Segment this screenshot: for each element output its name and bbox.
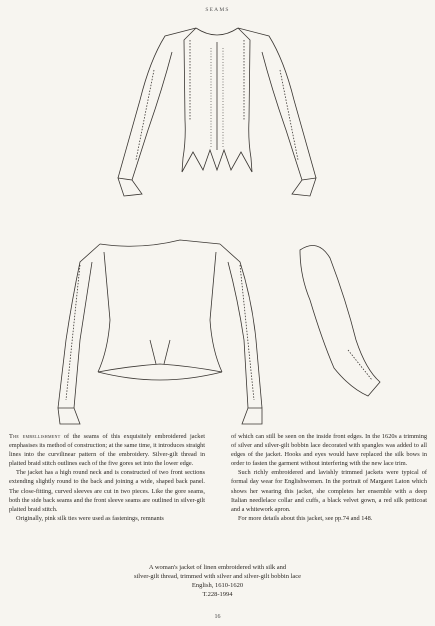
body-paragraph: The jacket has a high round neck and is constructed of two front sections extending slightly round to the back and joining a wide, shaped back panel. The close-fitting, curved sleeves are cut in two pieces. Like the gore seams, both the side back seams and the front sleeve seams are outlined in silver-gilt plaited braid stitch. bbox=[9, 469, 205, 513]
jacket-back-drawing bbox=[58, 240, 262, 424]
caption-line: silver-gilt thread, trimmed with silver and silver-gilt bobbin lace bbox=[133, 573, 302, 580]
body-text-left-column bbox=[9, 432, 205, 523]
body-paragraph: The embellishment of the seams of this exquisitely embroidered jacket emphasises its method of construction; at the same time, it introduces straight lines into the curvilinear pattern of the embroidery. Silver-gilt thread in plaited braid stitch outlines each of the five gores set into the lower edge. bbox=[9, 433, 205, 468]
caption-line: T.228-1994 bbox=[202, 591, 233, 598]
body-paragraph: Originally, pink silk ties were used as fastenings, remnants bbox=[16, 514, 164, 522]
page-number: 16 bbox=[214, 614, 221, 620]
body-text-right-column bbox=[231, 432, 427, 523]
jacket-front-drawing bbox=[118, 28, 316, 196]
body-paragraph: For more details about this jacket, see pp.74 and 148. bbox=[238, 514, 373, 522]
figure-caption bbox=[60, 563, 375, 599]
caption-line: A woman's jacket of linen embroidered with silk and bbox=[148, 564, 287, 571]
body-paragraph: of which can still be seen on the inside front edges. In the 1620s a trimming of silver and silver-gilt bobbin lace decorated with spangles was added to all edges of the jacket. Hooks and eyes would have replaced the silk bows in order to fasten the garment without interfering with the new lace trim. bbox=[231, 433, 427, 468]
sleeve-pattern-drawing bbox=[300, 246, 380, 397]
drop-lead: The embellishment bbox=[9, 433, 61, 440]
body-paragraph: Such richly embroidered and lavishly trimmed jackets were typical of formal day wear for Englishwomen. In the portrait of Margaret Laton which shows her wearing this jacket, she completes her ensemble with a deep Italian needlelace collar and cuffs, a black velvet gown, a red silk petticoat and a whitework apron. bbox=[231, 469, 427, 513]
running-head: SEAMS bbox=[205, 7, 230, 13]
caption-line: English, 1610-1620 bbox=[191, 582, 244, 589]
